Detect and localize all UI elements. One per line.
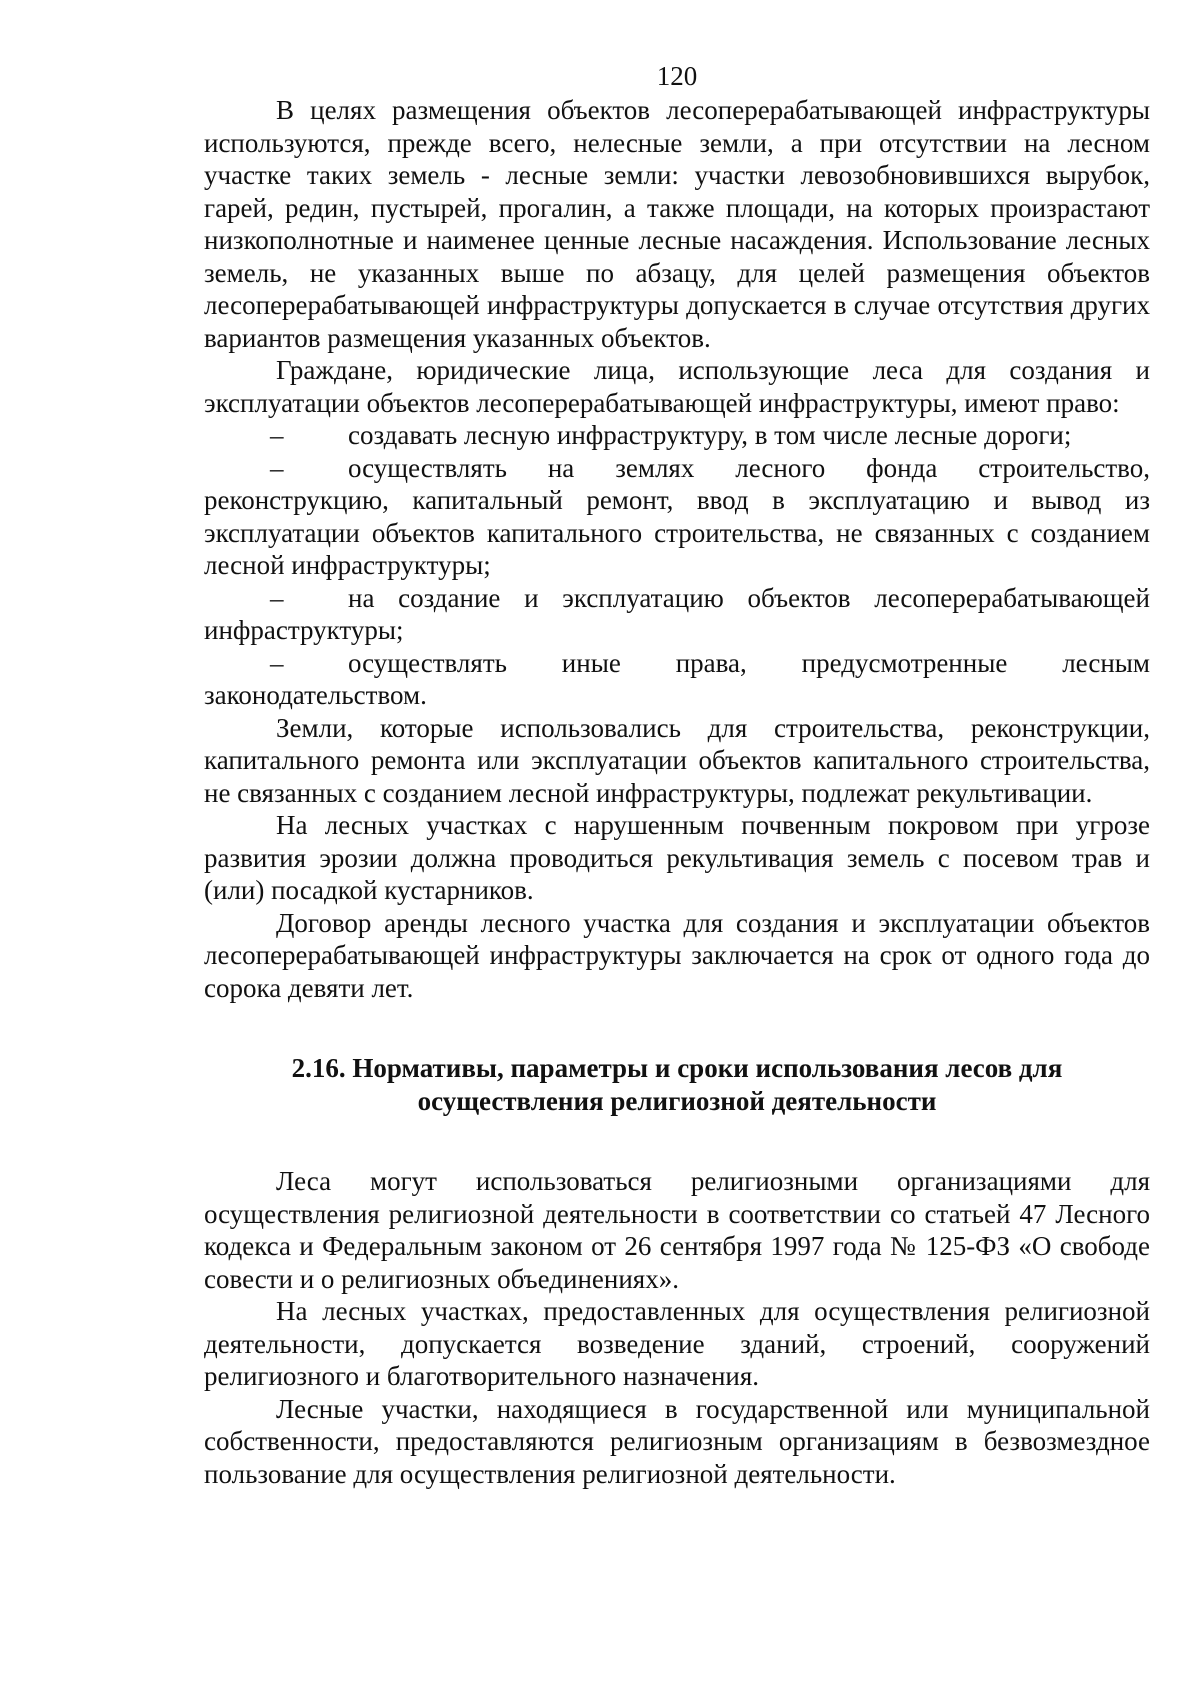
list-item-text: осуществлять иные права, предусмотренные лесным законодательством. xyxy=(204,647,1150,710)
dash-bullet: – xyxy=(270,647,284,678)
list-item-text: осуществлять на землях лесного фонда строительство, реконструкцию, капитальный ремонт, ввод в эксплуатацию и вывод из эксплуатации объектов капитального строительства, не связанных с созданием лесной инфраструктуры; xyxy=(204,452,1150,580)
dash-bullet: – xyxy=(270,420,284,450)
document-page xyxy=(204,60,1150,1490)
list-item xyxy=(204,452,1150,582)
paragraph-erosion-recultivation: На лесных участках с нарушенным почвенным покровом при угрозе развития эрозии должна проводиться рекультивация земель с посевом трав и (или) посадкой кустарников. xyxy=(204,810,1150,905)
section-heading xyxy=(204,1052,1150,1117)
paragraph-free-use: Лесные участки, находящиеся в государственной или муниципальной собственности, предоставляются религиозным организациям в безвозмездное пользование для осуществления религиозной деятельности. xyxy=(204,1393,1150,1489)
paragraph-infrastructure-placement: В целях размещения объектов лесоперерабатывающей инфраструктуры используются, прежде всего, нелесные земли, а при отсутствии на лесном участке таких земель - лесные земли: участки левозобновившихся вырубок, гарей, редин, пустырей, прогалин, а также площади, на которых произрастают низкополнотные и наименее ценные лесные насаждения. Использование лесных земель, не указанных выше по абзацу, для целей размещения объектов лесоперерабатывающей инфраструктуры допускается в случае отсутствия других вариантов размещения указанных объектов. xyxy=(204,95,1150,353)
section-heading-line-2: осуществления религиозной деятельности xyxy=(417,1085,937,1116)
page-number: 120 xyxy=(656,61,698,91)
paragraph-religious-buildings: На лесных участках, предоставленных для осуществления религиозной деятельности, допускается возведение зданий, строений, сооружений религиозного и благотворительного назначения. xyxy=(204,1296,1150,1391)
paragraph-rights-intro: Граждане, юридические лица, использующие леса для создания и эксплуатации объектов лесоперерабатывающей инфраструктуры, имеют право: xyxy=(204,355,1150,418)
list-item-text: на создание и эксплуатацию объектов лесоперерабатывающей инфраструктуры; xyxy=(204,582,1150,645)
paragraph-lease-term: Договор аренды лесного участка для создания и эксплуатации объектов лесоперерабатывающей инфраструктуры заключается на срок от одного года до сорока девяти лет. xyxy=(204,907,1150,1003)
paragraph-land-recultivation: Земли, которые использовались для строительства, реконструкции, капитального ремонта или эксплуатации объектов капитального строительства, не связанных с созданием лесной инфраструктуры, подлежат рекультивации. xyxy=(204,712,1150,808)
list-item xyxy=(204,647,1150,712)
dash-bullet: – xyxy=(270,452,284,483)
paragraph-religious-use: Леса могут использоваться религиозными организациями для осуществления религиозной деятельности в соответствии со статьей 47 Лесного кодекса и Федеральным законом от 26 сентября 1997 года № 125-ФЗ «О свободе совести и о религиозных объединениях». xyxy=(204,1166,1150,1294)
list-item xyxy=(204,419,1150,452)
list-item xyxy=(204,582,1150,647)
list-item-text: создавать лесную инфраструктуру, в том числе лесные дороги; xyxy=(348,420,1072,450)
section-heading-line-1: 2.16. Нормативы, параметры и сроки использования лесов для xyxy=(291,1053,1063,1083)
dash-bullet: – xyxy=(270,582,284,613)
